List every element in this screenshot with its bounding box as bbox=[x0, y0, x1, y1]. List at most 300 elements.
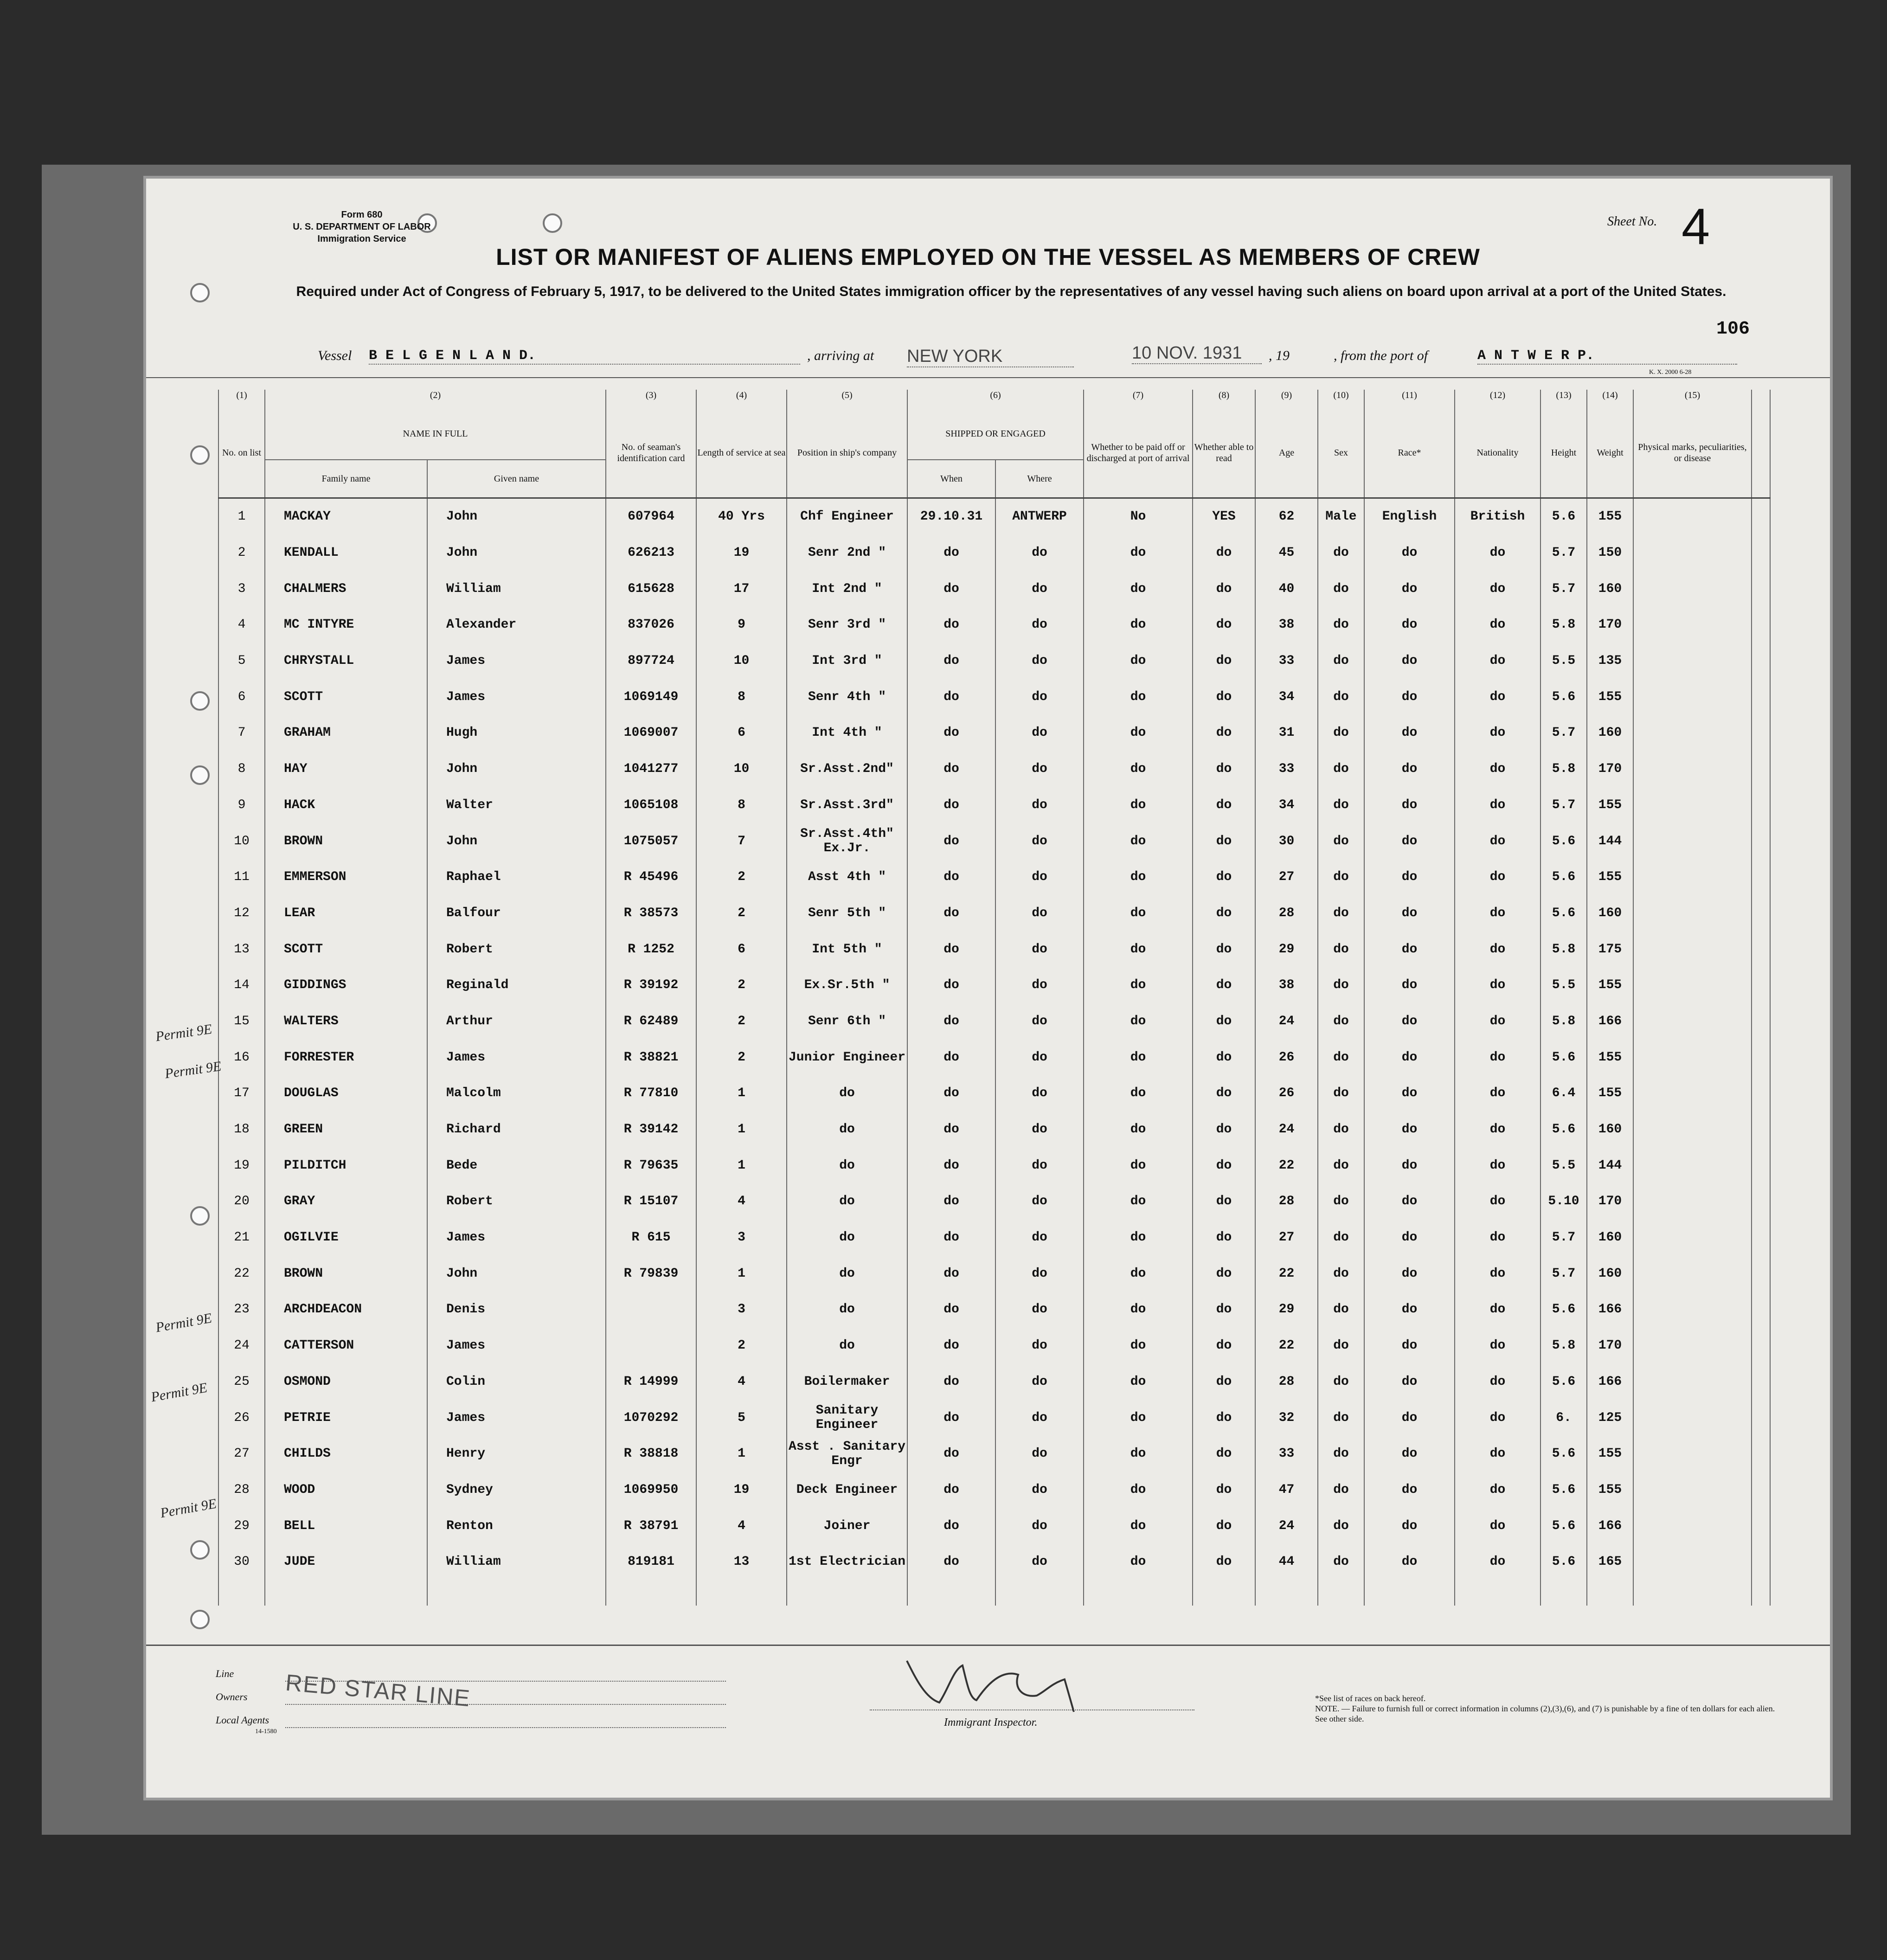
given-name: Malcolm bbox=[427, 1075, 606, 1112]
height: 5.5 bbox=[1540, 967, 1587, 1003]
race: do bbox=[1364, 1112, 1455, 1148]
nationality: do bbox=[1455, 823, 1540, 859]
physical-marks bbox=[1633, 1364, 1752, 1400]
height: 5.8 bbox=[1540, 931, 1587, 967]
paid-off: do bbox=[1084, 1544, 1193, 1580]
length-of-service: 1 bbox=[696, 1255, 787, 1292]
inspector-line bbox=[870, 1709, 1194, 1710]
weight: 166 bbox=[1587, 1292, 1633, 1328]
race: do bbox=[1364, 607, 1455, 643]
shipped-when: 29.10.31 bbox=[907, 498, 995, 535]
length-of-service: 1 bbox=[696, 1436, 787, 1472]
family-name: LEAR bbox=[265, 895, 427, 932]
position: do bbox=[787, 1292, 907, 1328]
position: Chf Engineer bbox=[787, 498, 907, 535]
nationality: do bbox=[1455, 1220, 1540, 1256]
margin-column bbox=[1752, 535, 1770, 571]
crew-row bbox=[218, 1436, 1770, 1472]
length-of-service: 17 bbox=[696, 571, 787, 607]
punch-hole bbox=[190, 1610, 210, 1629]
arrival-port: NEW YORK bbox=[907, 347, 1074, 367]
shipped-when: do bbox=[907, 931, 995, 967]
margin-column bbox=[1752, 967, 1770, 1003]
height: 5.6 bbox=[1540, 823, 1587, 859]
physical-marks bbox=[1633, 1544, 1752, 1580]
weight: 160 bbox=[1587, 1112, 1633, 1148]
shipped-when: do bbox=[907, 967, 995, 1003]
family-name: MC INTYRE bbox=[265, 607, 427, 643]
given-name: Robert bbox=[427, 1183, 606, 1220]
physical-marks bbox=[1633, 679, 1752, 715]
age: 22 bbox=[1255, 1147, 1318, 1183]
crew-row bbox=[218, 787, 1770, 823]
able-to-read: do bbox=[1193, 1544, 1255, 1580]
length-of-service: 9 bbox=[696, 607, 787, 643]
physical-marks bbox=[1633, 823, 1752, 859]
able-to-read: do bbox=[1193, 859, 1255, 895]
able-to-read: do bbox=[1193, 787, 1255, 823]
position: Int 3rd " bbox=[787, 643, 907, 679]
sex: do bbox=[1318, 1364, 1364, 1400]
height: 5.6 bbox=[1540, 895, 1587, 932]
nationality: do bbox=[1455, 1003, 1540, 1040]
able-to-read: YES bbox=[1193, 498, 1255, 535]
height: 5.6 bbox=[1540, 1544, 1587, 1580]
punch-hole bbox=[543, 213, 562, 233]
crew-row bbox=[218, 931, 1770, 967]
shipped-when: do bbox=[907, 1364, 995, 1400]
length-of-service: 4 bbox=[696, 1183, 787, 1220]
physical-marks bbox=[1633, 1436, 1752, 1472]
crew-row bbox=[218, 1544, 1770, 1580]
row-number: 11 bbox=[218, 859, 265, 895]
height: 5.7 bbox=[1540, 1220, 1587, 1256]
id-card-number: R 38818 bbox=[606, 1436, 696, 1472]
blank-cell bbox=[1540, 1580, 1587, 1606]
family-name: CHALMERS bbox=[265, 571, 427, 607]
nationality: do bbox=[1455, 787, 1540, 823]
sex: do bbox=[1318, 787, 1364, 823]
physical-marks bbox=[1633, 1220, 1752, 1256]
paid-off: No bbox=[1084, 498, 1193, 535]
row-number: 20 bbox=[218, 1183, 265, 1220]
age: 26 bbox=[1255, 1075, 1318, 1112]
year-label: , 19 bbox=[1269, 348, 1290, 363]
crew-row bbox=[218, 1003, 1770, 1040]
able-to-read: do bbox=[1193, 1472, 1255, 1508]
height: 5.7 bbox=[1540, 535, 1587, 571]
blank-cell bbox=[1752, 1580, 1770, 1606]
weight: 165 bbox=[1587, 1544, 1633, 1580]
family-name: ARCHDEACON bbox=[265, 1292, 427, 1328]
able-to-read: do bbox=[1193, 1292, 1255, 1328]
blank-cell bbox=[907, 1580, 995, 1606]
header-age: Age bbox=[1255, 408, 1318, 498]
family-name: GIDDINGS bbox=[265, 967, 427, 1003]
permit-annotation: Permit 9E bbox=[154, 1310, 213, 1336]
paid-off: do bbox=[1084, 571, 1193, 607]
shipped-when: do bbox=[907, 679, 995, 715]
row-number: 23 bbox=[218, 1292, 265, 1328]
col-number: (11) bbox=[1364, 390, 1455, 408]
age: 33 bbox=[1255, 643, 1318, 679]
able-to-read: do bbox=[1193, 1075, 1255, 1112]
weight: 175 bbox=[1587, 931, 1633, 967]
physical-marks bbox=[1633, 643, 1752, 679]
margin-column bbox=[1752, 1544, 1770, 1580]
crew-row bbox=[218, 1039, 1770, 1075]
agents-code: 14-1580 bbox=[255, 1728, 277, 1735]
family-name: OGILVIE bbox=[265, 1220, 427, 1256]
margin-column bbox=[1752, 787, 1770, 823]
race: do bbox=[1364, 715, 1455, 751]
header-given-name: Given name bbox=[427, 460, 606, 498]
paid-off: do bbox=[1084, 1364, 1193, 1400]
physical-marks bbox=[1633, 787, 1752, 823]
weight: 166 bbox=[1587, 1364, 1633, 1400]
given-name: James bbox=[427, 679, 606, 715]
paid-off: do bbox=[1084, 1255, 1193, 1292]
able-to-read: do bbox=[1193, 1183, 1255, 1220]
weight: 160 bbox=[1587, 1220, 1633, 1256]
family-name: GRAY bbox=[265, 1183, 427, 1220]
given-name: Colin bbox=[427, 1364, 606, 1400]
age: 38 bbox=[1255, 607, 1318, 643]
race: do bbox=[1364, 1364, 1455, 1400]
nationality: do bbox=[1455, 1436, 1540, 1472]
family-name: WOOD bbox=[265, 1472, 427, 1508]
age: 45 bbox=[1255, 535, 1318, 571]
line-stamp: RED STAR LINE bbox=[284, 1669, 472, 1712]
able-to-read: do bbox=[1193, 751, 1255, 787]
header-rule bbox=[146, 377, 1830, 378]
permit-annotation: Permit 9E bbox=[154, 1021, 213, 1045]
margin-column bbox=[1752, 895, 1770, 932]
position: Junior Engineer bbox=[787, 1039, 907, 1075]
weight: 125 bbox=[1587, 1400, 1633, 1436]
margin-column bbox=[1752, 931, 1770, 967]
nationality: do bbox=[1455, 967, 1540, 1003]
shipped-where: do bbox=[995, 1508, 1084, 1544]
position: Ex.Sr.5th " bbox=[787, 967, 907, 1003]
note-races: *See list of races on back hereof. bbox=[1315, 1694, 1426, 1703]
column-number-row bbox=[218, 390, 1770, 408]
family-name: CHILDS bbox=[265, 1436, 427, 1472]
sex: do bbox=[1318, 535, 1364, 571]
sex: do bbox=[1318, 859, 1364, 895]
departure-port: A N T W E R P. bbox=[1477, 348, 1737, 365]
paid-off: do bbox=[1084, 787, 1193, 823]
height: 5.8 bbox=[1540, 1328, 1587, 1364]
col-number: (2) bbox=[265, 390, 606, 408]
sex: do bbox=[1318, 1508, 1364, 1544]
given-name: William bbox=[427, 571, 606, 607]
paid-off: do bbox=[1084, 1220, 1193, 1256]
length-of-service: 3 bbox=[696, 1292, 787, 1328]
col-number: (12) bbox=[1455, 390, 1540, 408]
blank-cell bbox=[606, 1580, 696, 1606]
col-number: (10) bbox=[1318, 390, 1364, 408]
id-card-number: R 38791 bbox=[606, 1508, 696, 1544]
age: 34 bbox=[1255, 787, 1318, 823]
able-to-read: do bbox=[1193, 1436, 1255, 1472]
header-race: Race* bbox=[1364, 408, 1455, 498]
shipped-when: do bbox=[907, 1292, 995, 1328]
position: Senr 5th " bbox=[787, 895, 907, 932]
height: 5.6 bbox=[1540, 859, 1587, 895]
row-number: 28 bbox=[218, 1472, 265, 1508]
given-name: Raphael bbox=[427, 859, 606, 895]
physical-marks bbox=[1633, 1003, 1752, 1040]
row-number: 18 bbox=[218, 1112, 265, 1148]
punch-hole bbox=[190, 1540, 210, 1560]
nationality: do bbox=[1455, 1472, 1540, 1508]
shipped-when: do bbox=[907, 895, 995, 932]
age: 28 bbox=[1255, 895, 1318, 932]
nationality: do bbox=[1455, 715, 1540, 751]
position: Int 2nd " bbox=[787, 571, 907, 607]
age: 27 bbox=[1255, 1220, 1318, 1256]
height: 5.6 bbox=[1540, 1436, 1587, 1472]
weight: 155 bbox=[1587, 679, 1633, 715]
age: 27 bbox=[1255, 859, 1318, 895]
margin-column bbox=[1752, 1147, 1770, 1183]
shipped-where: do bbox=[995, 1147, 1084, 1183]
position: Int 4th " bbox=[787, 715, 907, 751]
header-able-read: Whether able to read bbox=[1193, 408, 1255, 498]
given-name: Balfour bbox=[427, 895, 606, 932]
inspector-signature bbox=[898, 1652, 1092, 1716]
permit-annotation: Permit 9E bbox=[159, 1496, 218, 1521]
agents-field bbox=[285, 1727, 726, 1728]
nationality: do bbox=[1455, 1328, 1540, 1364]
document-title: LIST OR MANIFEST OF ALIENS EMPLOYED ON THE VESSEL AS MEMBERS OF CREW bbox=[496, 244, 1480, 270]
margin-column bbox=[1752, 1039, 1770, 1075]
id-card-number: R 38821 bbox=[606, 1039, 696, 1075]
family-name: BROWN bbox=[265, 823, 427, 859]
header-position: Position in ship's company bbox=[787, 408, 907, 498]
length-of-service: 2 bbox=[696, 859, 787, 895]
shipped-where: do bbox=[995, 859, 1084, 895]
race: do bbox=[1364, 1436, 1455, 1472]
paid-off: do bbox=[1084, 1508, 1193, 1544]
shipped-when: do bbox=[907, 1436, 995, 1472]
col-number: (1) bbox=[218, 390, 265, 408]
crew-row bbox=[218, 715, 1770, 751]
shipped-where: do bbox=[995, 679, 1084, 715]
vessel-name: B E L G E N L A N D. bbox=[369, 348, 800, 365]
blank-cell bbox=[265, 1580, 427, 1606]
shipped-when: do bbox=[907, 1400, 995, 1436]
able-to-read: do bbox=[1193, 1400, 1255, 1436]
physical-marks bbox=[1633, 1292, 1752, 1328]
age: 26 bbox=[1255, 1039, 1318, 1075]
physical-marks bbox=[1633, 571, 1752, 607]
col-number: (3) bbox=[606, 390, 696, 408]
nationality: do bbox=[1455, 643, 1540, 679]
able-to-read: do bbox=[1193, 607, 1255, 643]
physical-marks bbox=[1633, 715, 1752, 751]
shipped-when: do bbox=[907, 1544, 995, 1580]
crew-row bbox=[218, 1472, 1770, 1508]
age: 47 bbox=[1255, 1472, 1318, 1508]
weight: 166 bbox=[1587, 1508, 1633, 1544]
nationality: do bbox=[1455, 1183, 1540, 1220]
blank-cell bbox=[1587, 1580, 1633, 1606]
position: do bbox=[787, 1112, 907, 1148]
length-of-service: 4 bbox=[696, 1364, 787, 1400]
id-card-number: R 15107 bbox=[606, 1183, 696, 1220]
weight: 155 bbox=[1587, 498, 1633, 535]
shipped-where: do bbox=[995, 715, 1084, 751]
able-to-read: do bbox=[1193, 1220, 1255, 1256]
shipped-when: do bbox=[907, 1508, 995, 1544]
row-number: 21 bbox=[218, 1220, 265, 1256]
service: Immigration Service bbox=[317, 234, 406, 244]
given-name: Alexander bbox=[427, 607, 606, 643]
given-name: Walter bbox=[427, 787, 606, 823]
position: Senr 6th " bbox=[787, 1003, 907, 1040]
family-name: KENDALL bbox=[265, 535, 427, 571]
id-card-number: R 39142 bbox=[606, 1112, 696, 1148]
crew-row bbox=[218, 1328, 1770, 1364]
margin-column bbox=[1752, 643, 1770, 679]
nationality: do bbox=[1455, 751, 1540, 787]
paid-off: do bbox=[1084, 931, 1193, 967]
family-name: SCOTT bbox=[265, 931, 427, 967]
paid-off: do bbox=[1084, 967, 1193, 1003]
paid-off: do bbox=[1084, 895, 1193, 932]
row-number: 9 bbox=[218, 787, 265, 823]
sex: do bbox=[1318, 931, 1364, 967]
row-number: 10 bbox=[218, 823, 265, 859]
weight: 155 bbox=[1587, 1039, 1633, 1075]
length-of-service: 2 bbox=[696, 1003, 787, 1040]
margin-column bbox=[1752, 1436, 1770, 1472]
nationality: do bbox=[1455, 1147, 1540, 1183]
race: do bbox=[1364, 1472, 1455, 1508]
physical-marks bbox=[1633, 1472, 1752, 1508]
shipped-when: do bbox=[907, 751, 995, 787]
crew-row bbox=[218, 1075, 1770, 1112]
length-of-service: 2 bbox=[696, 967, 787, 1003]
shipped-when: do bbox=[907, 1220, 995, 1256]
paid-off: do bbox=[1084, 715, 1193, 751]
height: 5.6 bbox=[1540, 1364, 1587, 1400]
id-card-number: R 77810 bbox=[606, 1075, 696, 1112]
blank-cell bbox=[1364, 1580, 1455, 1606]
position: Boilermaker bbox=[787, 1364, 907, 1400]
able-to-read: do bbox=[1193, 1508, 1255, 1544]
id-card-number: R 1252 bbox=[606, 931, 696, 967]
crew-row bbox=[218, 498, 1770, 535]
paid-off: do bbox=[1084, 1400, 1193, 1436]
shipped-when: do bbox=[907, 535, 995, 571]
shipped-where: do bbox=[995, 1436, 1084, 1472]
position: Joiner bbox=[787, 1508, 907, 1544]
id-card-number: 1069007 bbox=[606, 715, 696, 751]
length-of-service: 1 bbox=[696, 1075, 787, 1112]
margin-column bbox=[1752, 498, 1770, 535]
blank-cell bbox=[1193, 1580, 1255, 1606]
id-card-number: R 79839 bbox=[606, 1255, 696, 1292]
blank-row bbox=[218, 1580, 1770, 1606]
shipped-when: do bbox=[907, 1039, 995, 1075]
id-card-number: 1069149 bbox=[606, 679, 696, 715]
given-name: John bbox=[427, 823, 606, 859]
race: do bbox=[1364, 1147, 1455, 1183]
weight: 155 bbox=[1587, 787, 1633, 823]
margin-column bbox=[1752, 823, 1770, 859]
race: do bbox=[1364, 643, 1455, 679]
weight: 160 bbox=[1587, 895, 1633, 932]
given-name: Reginald bbox=[427, 967, 606, 1003]
age: 29 bbox=[1255, 931, 1318, 967]
shipped-where: do bbox=[995, 607, 1084, 643]
sex: do bbox=[1318, 1400, 1364, 1436]
margin-column bbox=[1752, 1075, 1770, 1112]
margin-column bbox=[1752, 715, 1770, 751]
able-to-read: do bbox=[1193, 679, 1255, 715]
sex: do bbox=[1318, 823, 1364, 859]
col-number: (4) bbox=[696, 390, 787, 408]
length-of-service: 13 bbox=[696, 1544, 787, 1580]
race: do bbox=[1364, 751, 1455, 787]
height: 5.6 bbox=[1540, 1292, 1587, 1328]
punch-hole bbox=[190, 1206, 210, 1226]
margin-column bbox=[1752, 607, 1770, 643]
family-name: CHRYSTALL bbox=[265, 643, 427, 679]
height: 5.8 bbox=[1540, 607, 1587, 643]
id-card-number: R 615 bbox=[606, 1220, 696, 1256]
height: 5.5 bbox=[1540, 643, 1587, 679]
position: 1st Electrician bbox=[787, 1544, 907, 1580]
blank-cell bbox=[787, 1580, 907, 1606]
nationality: do bbox=[1455, 679, 1540, 715]
race: do bbox=[1364, 1400, 1455, 1436]
row-number: 5 bbox=[218, 643, 265, 679]
id-card-number: R 79635 bbox=[606, 1147, 696, 1183]
id-card-number: 607964 bbox=[606, 498, 696, 535]
row-number: 16 bbox=[218, 1039, 265, 1075]
given-name: Henry bbox=[427, 1436, 606, 1472]
weight: 135 bbox=[1587, 643, 1633, 679]
length-of-service: 1 bbox=[696, 1147, 787, 1183]
crew-row bbox=[218, 1220, 1770, 1256]
header-nationality: Nationality bbox=[1455, 408, 1540, 498]
weight: 160 bbox=[1587, 571, 1633, 607]
punch-hole bbox=[190, 691, 210, 711]
length-of-service: 5 bbox=[696, 1400, 787, 1436]
header-id-card: No. of seaman's identification card bbox=[606, 408, 696, 498]
sex: do bbox=[1318, 679, 1364, 715]
row-number: 19 bbox=[218, 1147, 265, 1183]
col-number: (6) bbox=[907, 390, 1084, 408]
sex: Male bbox=[1318, 498, 1364, 535]
crew-row bbox=[218, 895, 1770, 932]
margin-column bbox=[1752, 751, 1770, 787]
physical-marks bbox=[1633, 607, 1752, 643]
shipped-where: do bbox=[995, 1075, 1084, 1112]
position: Sanitary Engineer bbox=[787, 1400, 907, 1436]
length-of-service: 10 bbox=[696, 751, 787, 787]
height: 5.7 bbox=[1540, 1255, 1587, 1292]
footer-rule bbox=[146, 1645, 1830, 1646]
sheet-number: 4 bbox=[1682, 198, 1710, 255]
physical-marks bbox=[1633, 1508, 1752, 1544]
shipped-where: do bbox=[995, 1220, 1084, 1256]
row-number: 3 bbox=[218, 571, 265, 607]
